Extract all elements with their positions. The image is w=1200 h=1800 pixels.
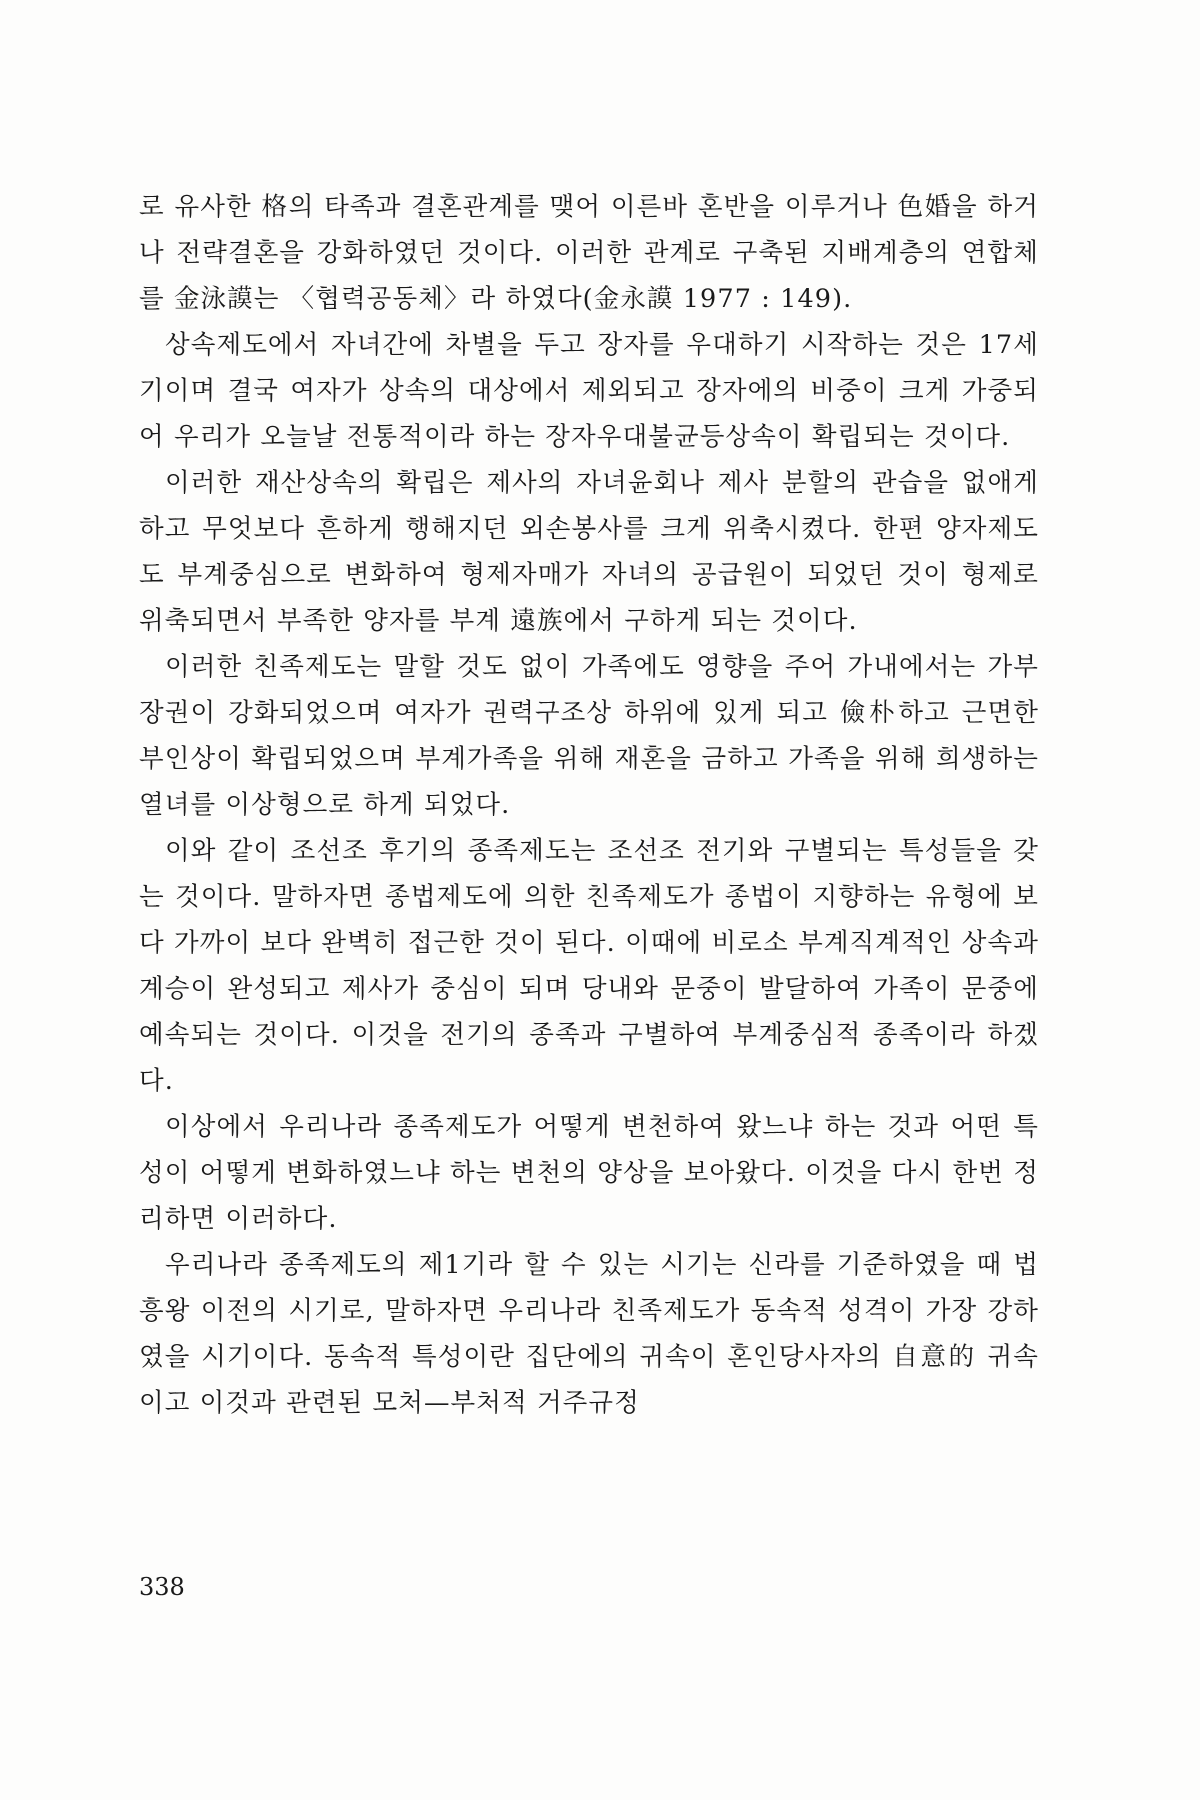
paragraph: 이와 같이 조선조 후기의 종족제도는 조선조 전기와 구별되는 특성들을 갖는 것이다. 말하자면 종법제도에 의한 친족제도가 종법이 지향하는 유형에 보다 가까이 보다 완벽히 접근한 것이 된다. 이때에 비로소 부계직계적인 상속과 계승이 완성되고 제사가 중심이 되며 당내와 문중이 발달하여 가족이 문중에 예속되는 것이다. 이것을 전기의 종족과 구별하여 부계중심적 종족이라 하겠다. (139, 836, 1039, 1096)
paragraph: 상속제도에서 자녀간에 차별을 두고 장자를 우대하기 시작하는 것은 17세기이며 결국 여자가 상속의 대상에서 제외되고 장자에의 비중이 크게 가중되어 우리가 오늘날 전통적이라 하는 장자우대불균등상속이 확립되는 것이다. (139, 330, 1039, 452)
paragraph: 이상에서 우리나라 종족제도가 어떻게 변천하여 왔느냐 하는 것과 어떤 특성이 어떻게 변화하였느냐 하는 변천의 양상을 보아왔다. 이것을 다시 한번 정리하면 이러하다. (139, 1112, 1039, 1234)
paragraph: 로 유사한 格의 타족과 결혼관계를 맺어 이른바 혼반을 이루거나 色婚을 하거나 전략결혼을 강화하였던 것이다. 이러한 관계로 구축된 지배계층의 연합체를 金泳謨는 〈협력공동체〉라 하였다(金永謨 1977 : 149). (139, 192, 1039, 314)
paragraph: 이러한 친족제도는 말할 것도 없이 가족에도 영향을 주어 가내에서는 가부장권이 강화되었으며 여자가 권력구조상 하위에 있게 되고 儉朴하고 근면한 부인상이 확립되었으며 부계가족을 위해 재혼을 금하고 가족을 위해 희생하는 열녀를 이상형으로 하게 되었다. (139, 652, 1039, 820)
paragraph: 우리나라 종족제도의 제1기라 할 수 있는 시기는 신라를 기준하였을 때 법흥왕 이전의 시기로, 말하자면 우리나라 친족제도가 동속적 성격이 가장 강하였을 시기이다. 동속적 특성이란 집단에의 귀속이 혼인당사자의 自意的 귀속이고 이것과 관련된 모처—부처적 거주규정 (139, 1250, 1039, 1418)
page-number: 338 (139, 1573, 185, 1601)
paragraph: 이러한 재산상속의 확립은 제사의 자녀윤회나 제사 분할의 관습을 없애게 하고 무엇보다 흔하게 행해지던 외손봉사를 크게 위축시켰다. 한편 양자제도도 부계중심으로 변화하여 형제자매가 자녀의 공급원이 되었던 것이 형제로 위축되면서 부족한 양자를 부계 遠族에서 구하게 되는 것이다. (139, 468, 1039, 636)
body-text (139, 184, 1039, 1426)
